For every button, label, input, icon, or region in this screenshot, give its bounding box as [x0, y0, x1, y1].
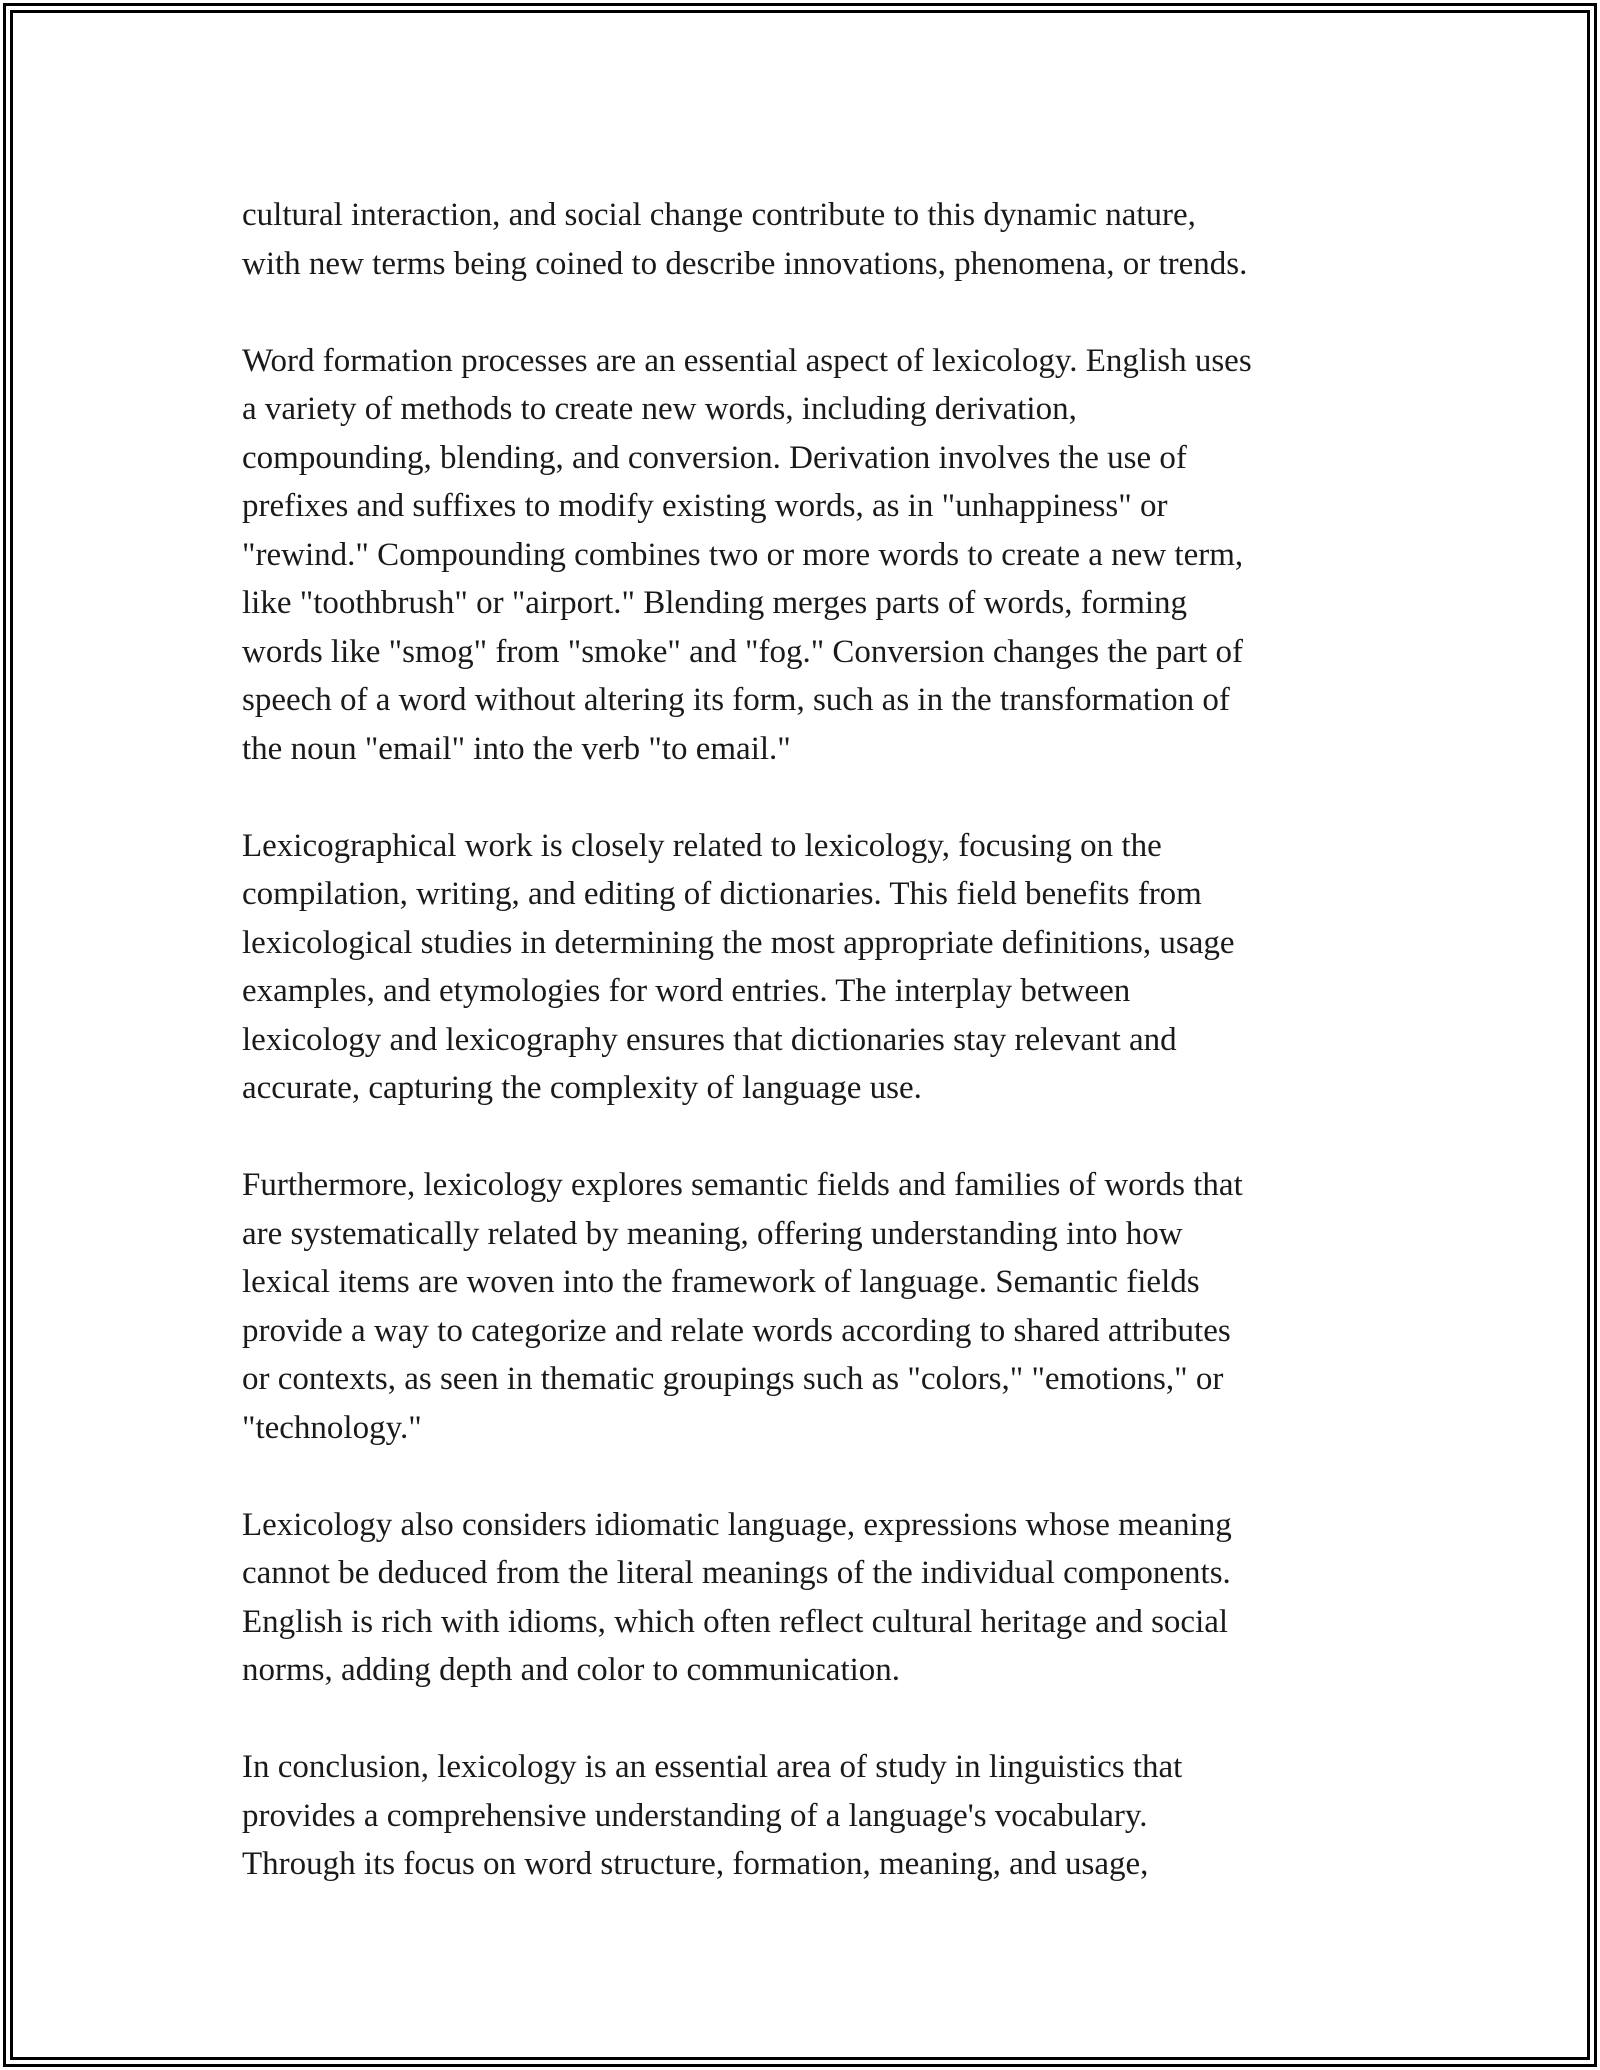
text-line: compounding, blending, and conversion. Derivation involves the use of	[242, 439, 1187, 476]
text-line: Lexicographical work is closely related to lexicology, focusing on the	[242, 827, 1162, 864]
text-line: lexicological studies in determining the most appropriate definitions, usage	[242, 924, 1235, 961]
text-line: speech of a word without altering its form, such as in the transformation of	[242, 682, 1230, 718]
paragraph-2	[242, 337, 1382, 774]
text-line: "technology."	[242, 1409, 422, 1446]
text-line: provides a comprehensive understanding of a language's vocabulary.	[242, 1797, 1148, 1834]
text-line: Word formation processes are an essential aspect of lexicology. English uses	[242, 342, 1252, 379]
text-line: Lexicology also considers idiomatic language, expressions whose meaning	[242, 1506, 1232, 1543]
text-line: In conclusion, lexicology is an essential area of study in linguistics that	[242, 1749, 1183, 1785]
text-line: or contexts, as seen in thematic groupings such as "colors," "emotions," or	[242, 1361, 1224, 1397]
text-line: lexicology and lexicography ensures that dictionaries stay relevant and	[242, 1021, 1177, 1058]
text-line: prefixes and suffixes to modify existing words, as in "unhappiness" or	[242, 488, 1168, 524]
text-line: provide a way to categorize and relate words according to shared attributes	[242, 1312, 1231, 1349]
text-line: with new terms being coined to describe innovations, phenomena, or trends.	[242, 245, 1248, 282]
text-line: Furthermore, lexicology explores semantic fields and families of words that	[242, 1167, 1243, 1203]
paragraph-1	[242, 191, 1382, 288]
text-line: cannot be deduced from the literal meanings of the individual components.	[242, 1555, 1231, 1591]
text-line: the noun "email" into the verb "to email."	[242, 730, 791, 767]
paragraph-4	[242, 1161, 1382, 1452]
text-line: examples, and etymologies for word entries. The interplay between	[242, 973, 1131, 1009]
text-line: accurate, capturing the complexity of language use.	[242, 1070, 922, 1106]
text-line: lexical items are woven into the framework of language. Semantic fields	[242, 1264, 1200, 1300]
text-line: are systematically related by meaning, offering understanding into how	[242, 1215, 1183, 1252]
text-line: norms, adding depth and color to communication.	[242, 1652, 901, 1688]
text-line: "rewind." Compounding combines two or more words to create a new term,	[242, 536, 1244, 573]
text-line: like "toothbrush" or "airport." Blending merges parts of words, forming	[242, 585, 1188, 621]
text-line: a variety of methods to create new words, including derivation,	[242, 391, 1077, 427]
page-frame	[3, 3, 1597, 2067]
text-line: cultural interaction, and social change contribute to this dynamic nature,	[242, 197, 1196, 233]
paragraph-5	[242, 1501, 1382, 1695]
text-line: words like "smog" from "smoke" and "fog." Conversion changes the part of	[242, 633, 1243, 670]
document-body	[242, 191, 1382, 1889]
text-line: compilation, writing, and editing of dictionaries. This field benefits from	[242, 876, 1202, 912]
text-line: Through its focus on word structure, formation, meaning, and usage,	[242, 1846, 1149, 1882]
paragraph-6	[242, 1743, 1382, 1889]
text-line: English is rich with idioms, which often reflect cultural heritage and social	[242, 1603, 1229, 1640]
paragraph-3	[242, 822, 1382, 1113]
